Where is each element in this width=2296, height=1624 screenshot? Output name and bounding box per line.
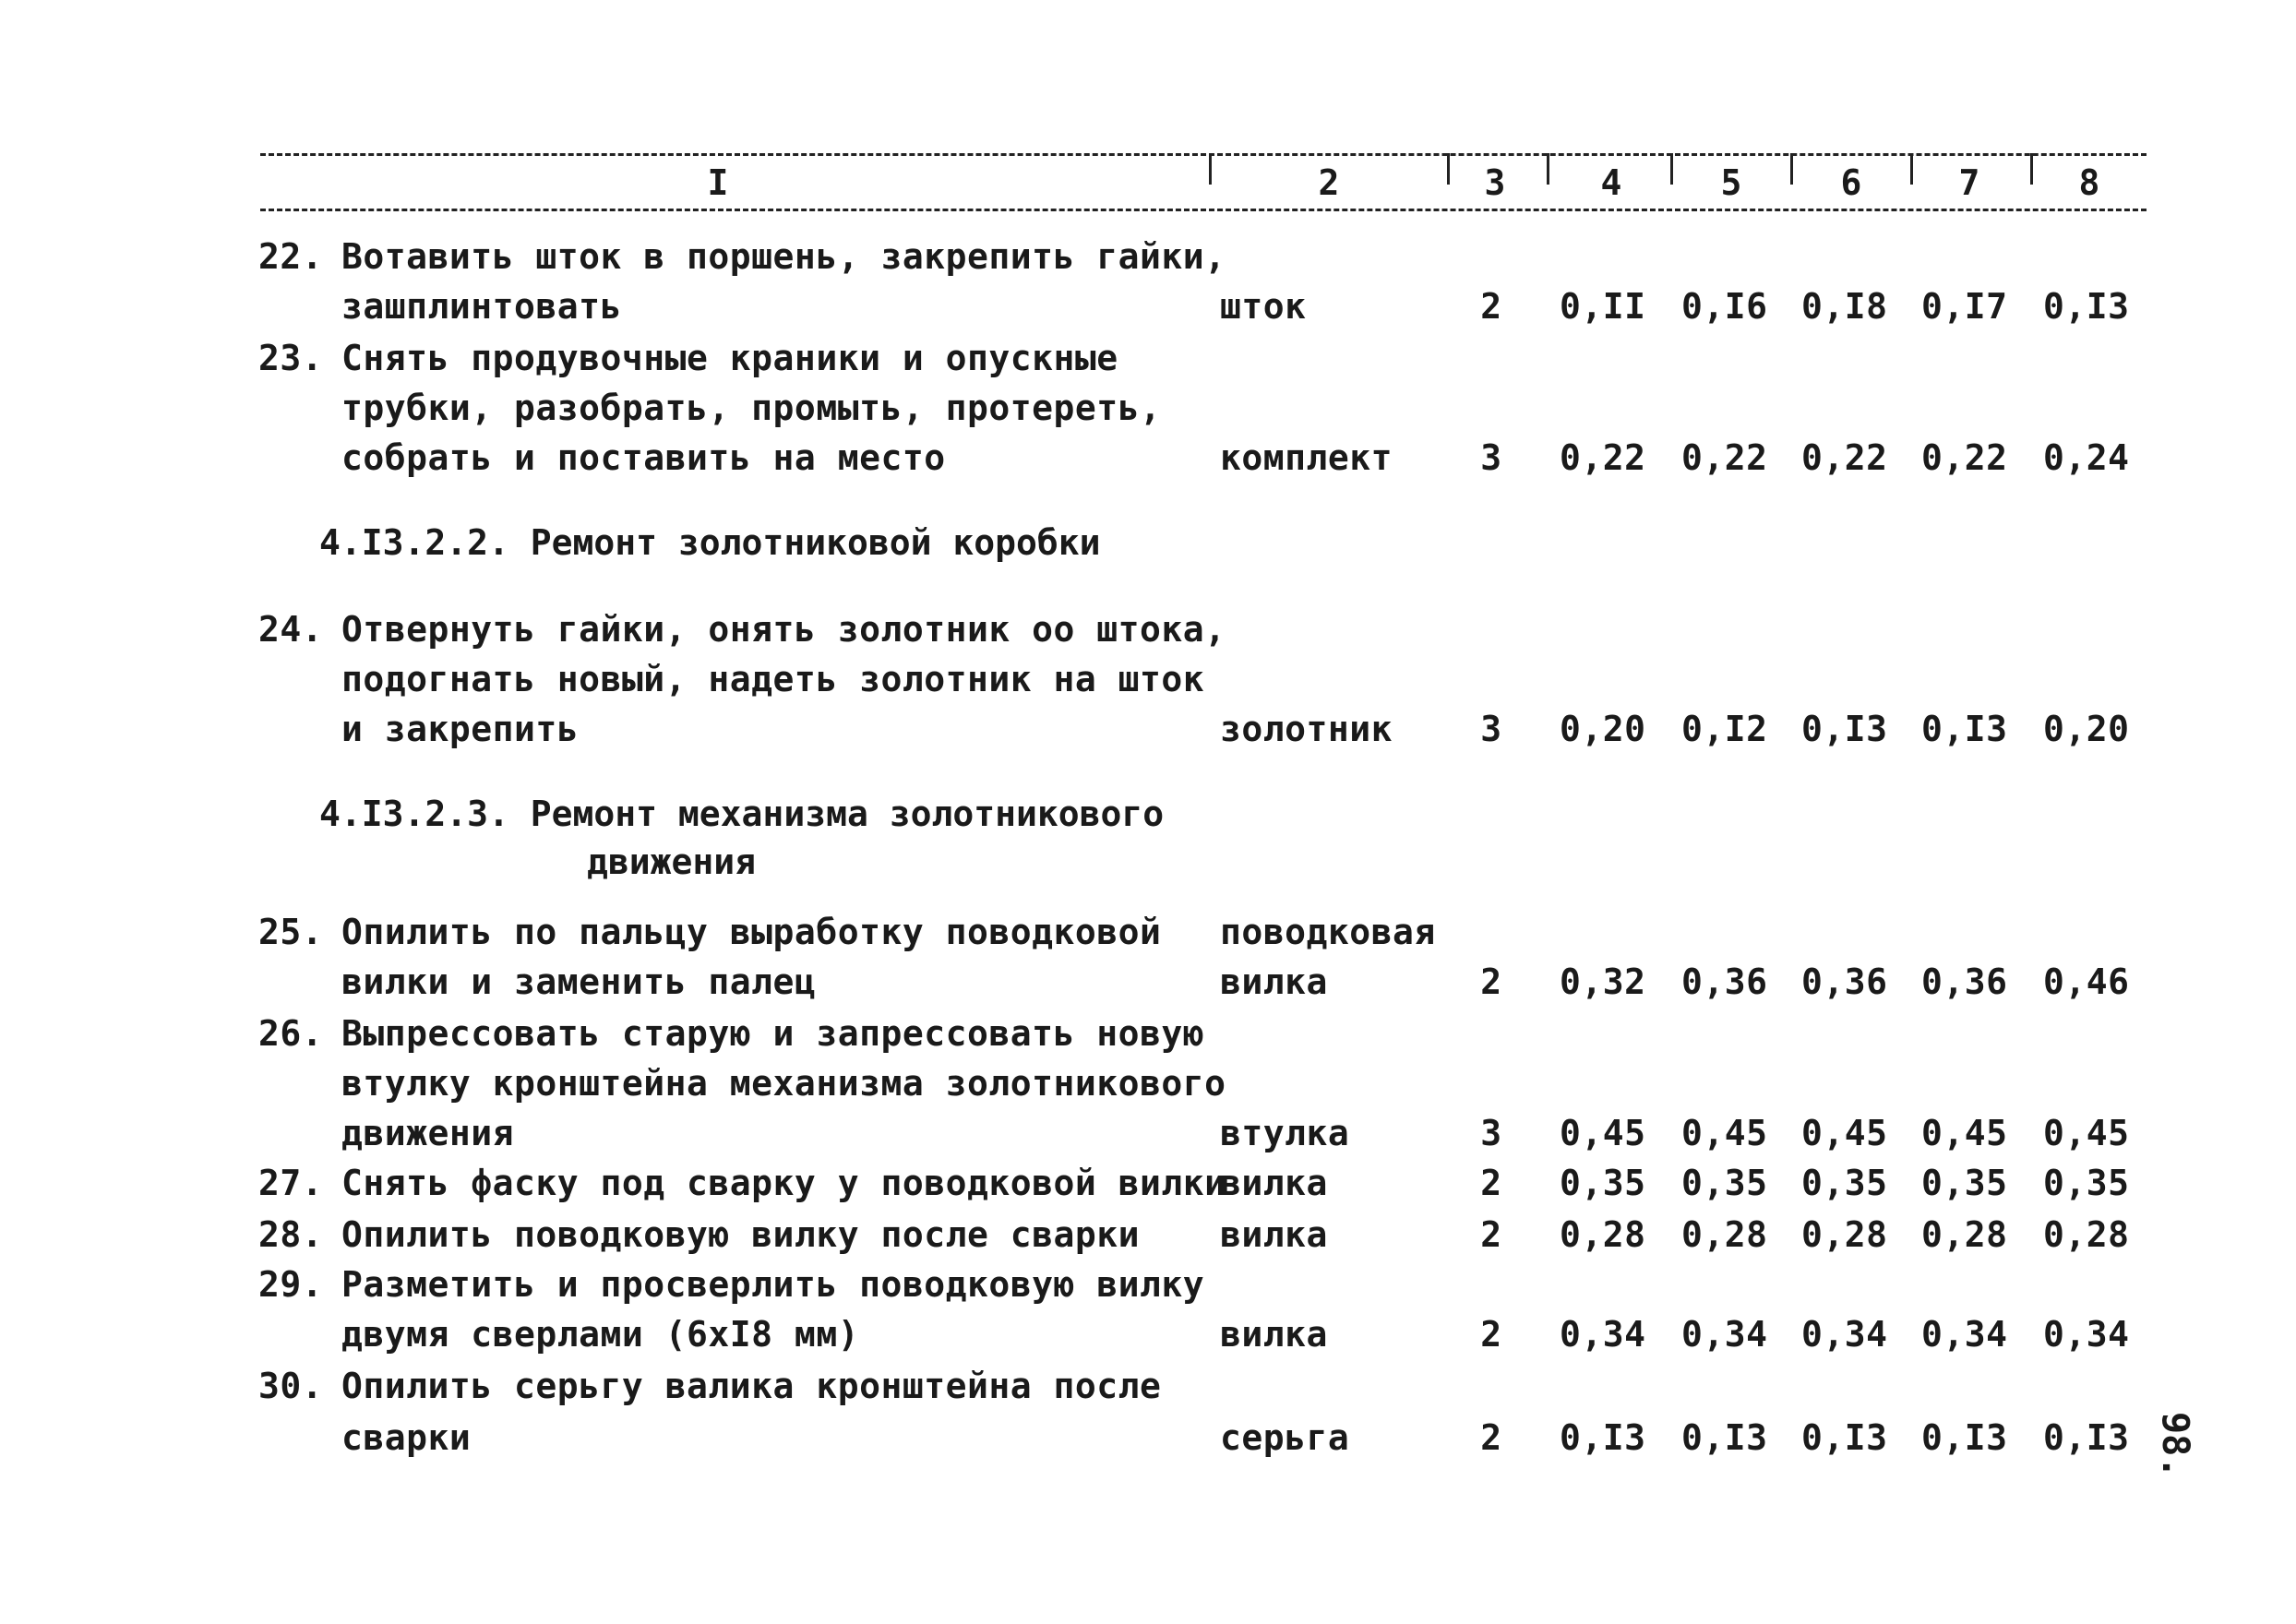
row-category: 2 [1480,1314,1502,1355]
row-description-line: Выпрессовать старую и запрессовать новую [341,1013,1205,1054]
row-category: 2 [1480,961,1502,1002]
row-value-6: 0,I8 [1801,286,1888,327]
column-header-7: 7 [1958,162,1980,203]
row-category: 3 [1480,1113,1502,1153]
row-category: 2 [1480,286,1502,327]
row-category: 2 [1480,1214,1502,1255]
row-value-5: 0,I2 [1681,709,1768,749]
row-unit-line: вилка [1220,961,1328,1002]
row-description-line: сварки [341,1417,472,1458]
row-unit: серьга [1220,1417,1350,1458]
row-value-8: 0,46 [2043,961,2130,1002]
row-value-7: 0,I7 [1921,286,2008,327]
section-heading: 4.I3.2.2. Ремонт золотниковой коробки [319,522,1101,563]
row-unit-line: поводковая [1220,912,1436,952]
row-number: 29. [258,1264,324,1305]
row-number: 26. [258,1013,324,1054]
row-value-6: 0,I3 [1801,1417,1888,1458]
section-heading-continued: движения [587,842,757,882]
row-description-line: Опилить поводковую вилку после сварки [341,1214,1140,1255]
row-number: 23. [258,338,324,378]
row-description-line: собрать и поставить на место [341,437,946,478]
row-value-7: 0,34 [1921,1314,2008,1355]
row-category: 2 [1480,1163,1502,1203]
row-unit: втулка [1220,1113,1350,1153]
row-unit: золотник [1220,709,1393,749]
column-header-2: 2 [1318,162,1340,203]
row-value-8: 0,28 [2043,1214,2130,1255]
row-number: 27. [258,1163,324,1203]
row-description-line: Опилить серьгу валика кронштейна после [341,1366,1162,1406]
row-value-6: 0,22 [1801,437,1888,478]
row-value-7: 0,22 [1921,437,2008,478]
row-value-4: 0,45 [1560,1113,1646,1153]
row-value-5: 0,35 [1681,1163,1768,1203]
row-number: 25. [258,912,324,952]
column-separator [1447,153,1450,185]
row-value-5: 0,I6 [1681,286,1768,327]
row-number: 30. [258,1366,324,1406]
row-description-line: Опилить по пальцу выработку поводковой [341,912,1162,952]
row-category: 3 [1480,437,1502,478]
row-value-8: 0,I3 [2043,286,2130,327]
column-header-1: I [707,162,729,203]
row-value-5: 0,34 [1681,1314,1768,1355]
row-description-line: и закрепить [341,709,580,749]
column-header-3: 3 [1484,162,1506,203]
row-value-6: 0,28 [1801,1214,1888,1255]
row-description-line: зашплинтовать [341,286,622,327]
row-value-6: 0,35 [1801,1163,1888,1203]
row-unit: вилка [1220,1314,1328,1355]
row-description-line: Снять продувочные краники и опускные [341,338,1118,378]
row-value-4: 0,22 [1560,437,1646,478]
row-value-4: 0,II [1560,286,1646,327]
column-separator [2030,153,2033,185]
row-value-5: 0,28 [1681,1214,1768,1255]
row-value-5: 0,36 [1681,961,1768,1002]
row-unit: вилка [1220,1163,1328,1203]
row-value-4: 0,35 [1560,1163,1646,1203]
row-description-line: движения [341,1113,515,1153]
row-value-6: 0,45 [1801,1113,1888,1153]
row-category: 2 [1480,1417,1502,1458]
row-value-4: 0,28 [1560,1214,1646,1255]
row-value-8: 0,35 [2043,1163,2130,1203]
row-value-7: 0,36 [1921,961,2008,1002]
row-description-line: Отвернуть гайки, онять золотник оо штока, [341,609,1226,650]
row-value-7: 0,I3 [1921,1417,2008,1458]
row-unit: комплект [1220,437,1393,478]
row-value-8: 0,45 [2043,1113,2130,1153]
row-unit: шток [1220,286,1307,327]
row-number: 24. [258,609,324,650]
row-value-5: 0,I3 [1681,1417,1768,1458]
row-value-6: 0,I3 [1801,709,1888,749]
row-value-4: 0,20 [1560,709,1646,749]
row-description-line: Разметить и просверлить поводковую вилку [341,1264,1205,1305]
row-value-7: 0,28 [1921,1214,2008,1255]
row-description-line: подогнать новый, надеть золотник на шток [341,659,1205,699]
row-description-line: втулку кронштейна механизма золотникового [341,1063,1226,1104]
row-description-line: трубки, разобрать, промыть, протереть, [341,388,1162,428]
row-value-5: 0,22 [1681,437,1768,478]
row-value-7: 0,45 [1921,1113,2008,1153]
row-value-7: 0,I3 [1921,709,2008,749]
column-header-6: 6 [1840,162,1862,203]
column-separator [1910,153,1913,185]
row-number: 22. [258,236,324,277]
row-unit: вилка [1220,1214,1328,1255]
row-value-6: 0,36 [1801,961,1888,1002]
column-separator [1547,153,1549,185]
section-heading: 4.I3.2.3. Ремонт механизма золотникового [319,794,1165,834]
row-number: 28. [258,1214,324,1255]
row-value-6: 0,34 [1801,1314,1888,1355]
row-value-8: 0,20 [2043,709,2130,749]
row-description-line: двумя сверлами (6хI8 мм) [341,1314,860,1355]
page-number: 98. [2154,1412,2196,1479]
row-value-5: 0,45 [1681,1113,1768,1153]
row-value-8: 0,I3 [2043,1417,2130,1458]
column-separator [1790,153,1793,185]
row-value-4: 0,I3 [1560,1417,1646,1458]
column-header-4: 4 [1600,162,1622,203]
row-description-line: Снять фаску под сварку у поводковой вилки [341,1163,1226,1203]
row-description-line: вилки и заменить палец [341,961,817,1002]
row-value-4: 0,32 [1560,961,1646,1002]
row-value-8: 0,24 [2043,437,2130,478]
row-value-8: 0,34 [2043,1314,2130,1355]
row-description-line: Вотавить шток в поршень, закрепить гайки, [341,236,1226,277]
header-top-rule [260,153,2147,156]
column-header-8: 8 [2078,162,2100,203]
column-separator [1209,153,1212,185]
row-value-7: 0,35 [1921,1163,2008,1203]
column-header-5: 5 [1720,162,1742,203]
header-bottom-rule [260,209,2147,211]
row-category: 3 [1480,709,1502,749]
row-value-4: 0,34 [1560,1314,1646,1355]
column-separator [1670,153,1673,185]
